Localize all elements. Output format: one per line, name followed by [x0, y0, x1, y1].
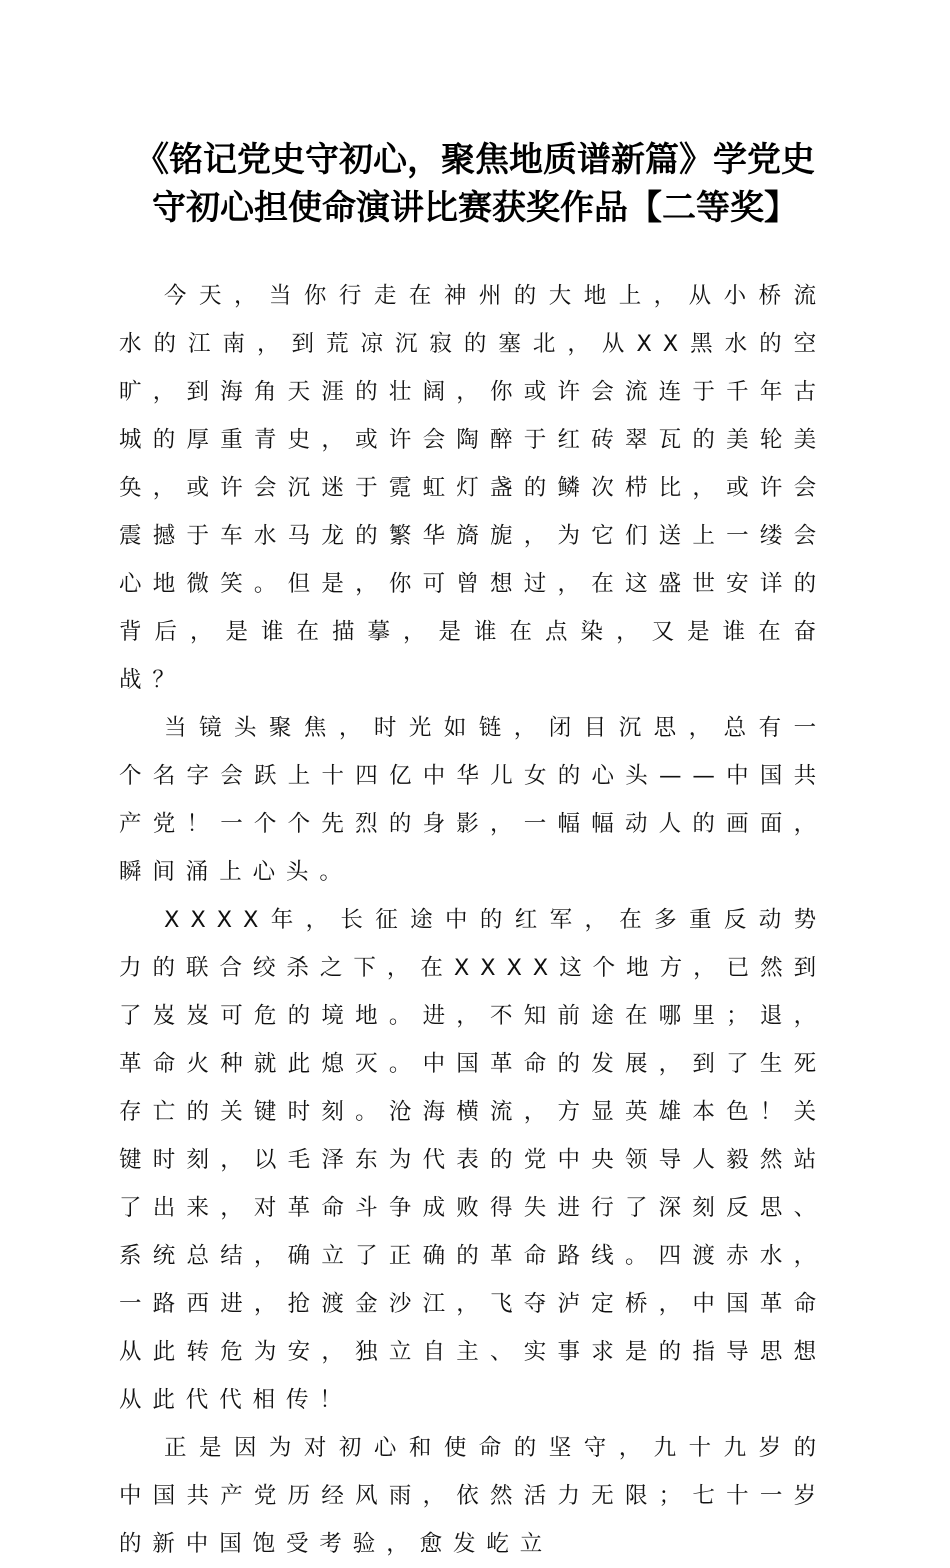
paragraph: 今天，当你行走在神州的大地上，从小桥流水的江南，到荒凉沉寂的塞北，从XX黑水的空旷，到海角天涯的壮阔，你或许会流连于千年古城的厚重青史，或许会陶醉于红砖翠瓦的美轮美奂，或许会沉迷于霓虹灯盏的鳞次栉比，或许会震撼于车水马龙的繁华旖旎，为它们送上一缕会心地微笑。但是，你可曾想过，在这盛世安详的背后，是谁在描摹，是谁在点染，又是谁在奋战？: [119, 283, 827, 693]
paragraph: 当镜头聚焦，时光如链，闭目沉思，总有一个名字会跃上十四亿中华儿女的心头——中国共产党！一个个先烈的身影，一幅幅动人的画面，瞬间涌上心头。: [119, 715, 827, 885]
title-line: 守初心担使命演讲比赛获奖作品【二等奖】: [152, 188, 798, 228]
paragraph: 正是因为对初心和使命的坚守，九十九岁的中国共产党历经风雨，依然活力无限；七十一岁的新中国饱受考验，愈发屹立: [119, 1435, 827, 1557]
title-line: 《铭记党史守初心，聚焦地质谱新篇》学党史: [135, 140, 815, 180]
document-body: [119, 272, 827, 1568]
paragraph: XXXX年，长征途中的红军，在多重反动势力的联合绞杀之下，在XXXX这个地方，已然到了岌岌可危的境地。进，不知前途在哪里；退，革命火种就此熄灭。中国革命的发展，到了生死存亡的关键时刻。沧海横流，方显英雄本色！关键时刻，以毛泽东为代表的党中央领导人毅然站了出来，对革命斗争成败得失进行了深刻反思、系统总结，确立了正确的革命路线。四渡赤水，一路西进，抢渡金沙江，飞夺泸定桥，中国革命从此转危为安，独立自主、实事求是的指导思想从此代代相传！: [119, 907, 827, 1413]
document-title: [100, 136, 850, 232]
